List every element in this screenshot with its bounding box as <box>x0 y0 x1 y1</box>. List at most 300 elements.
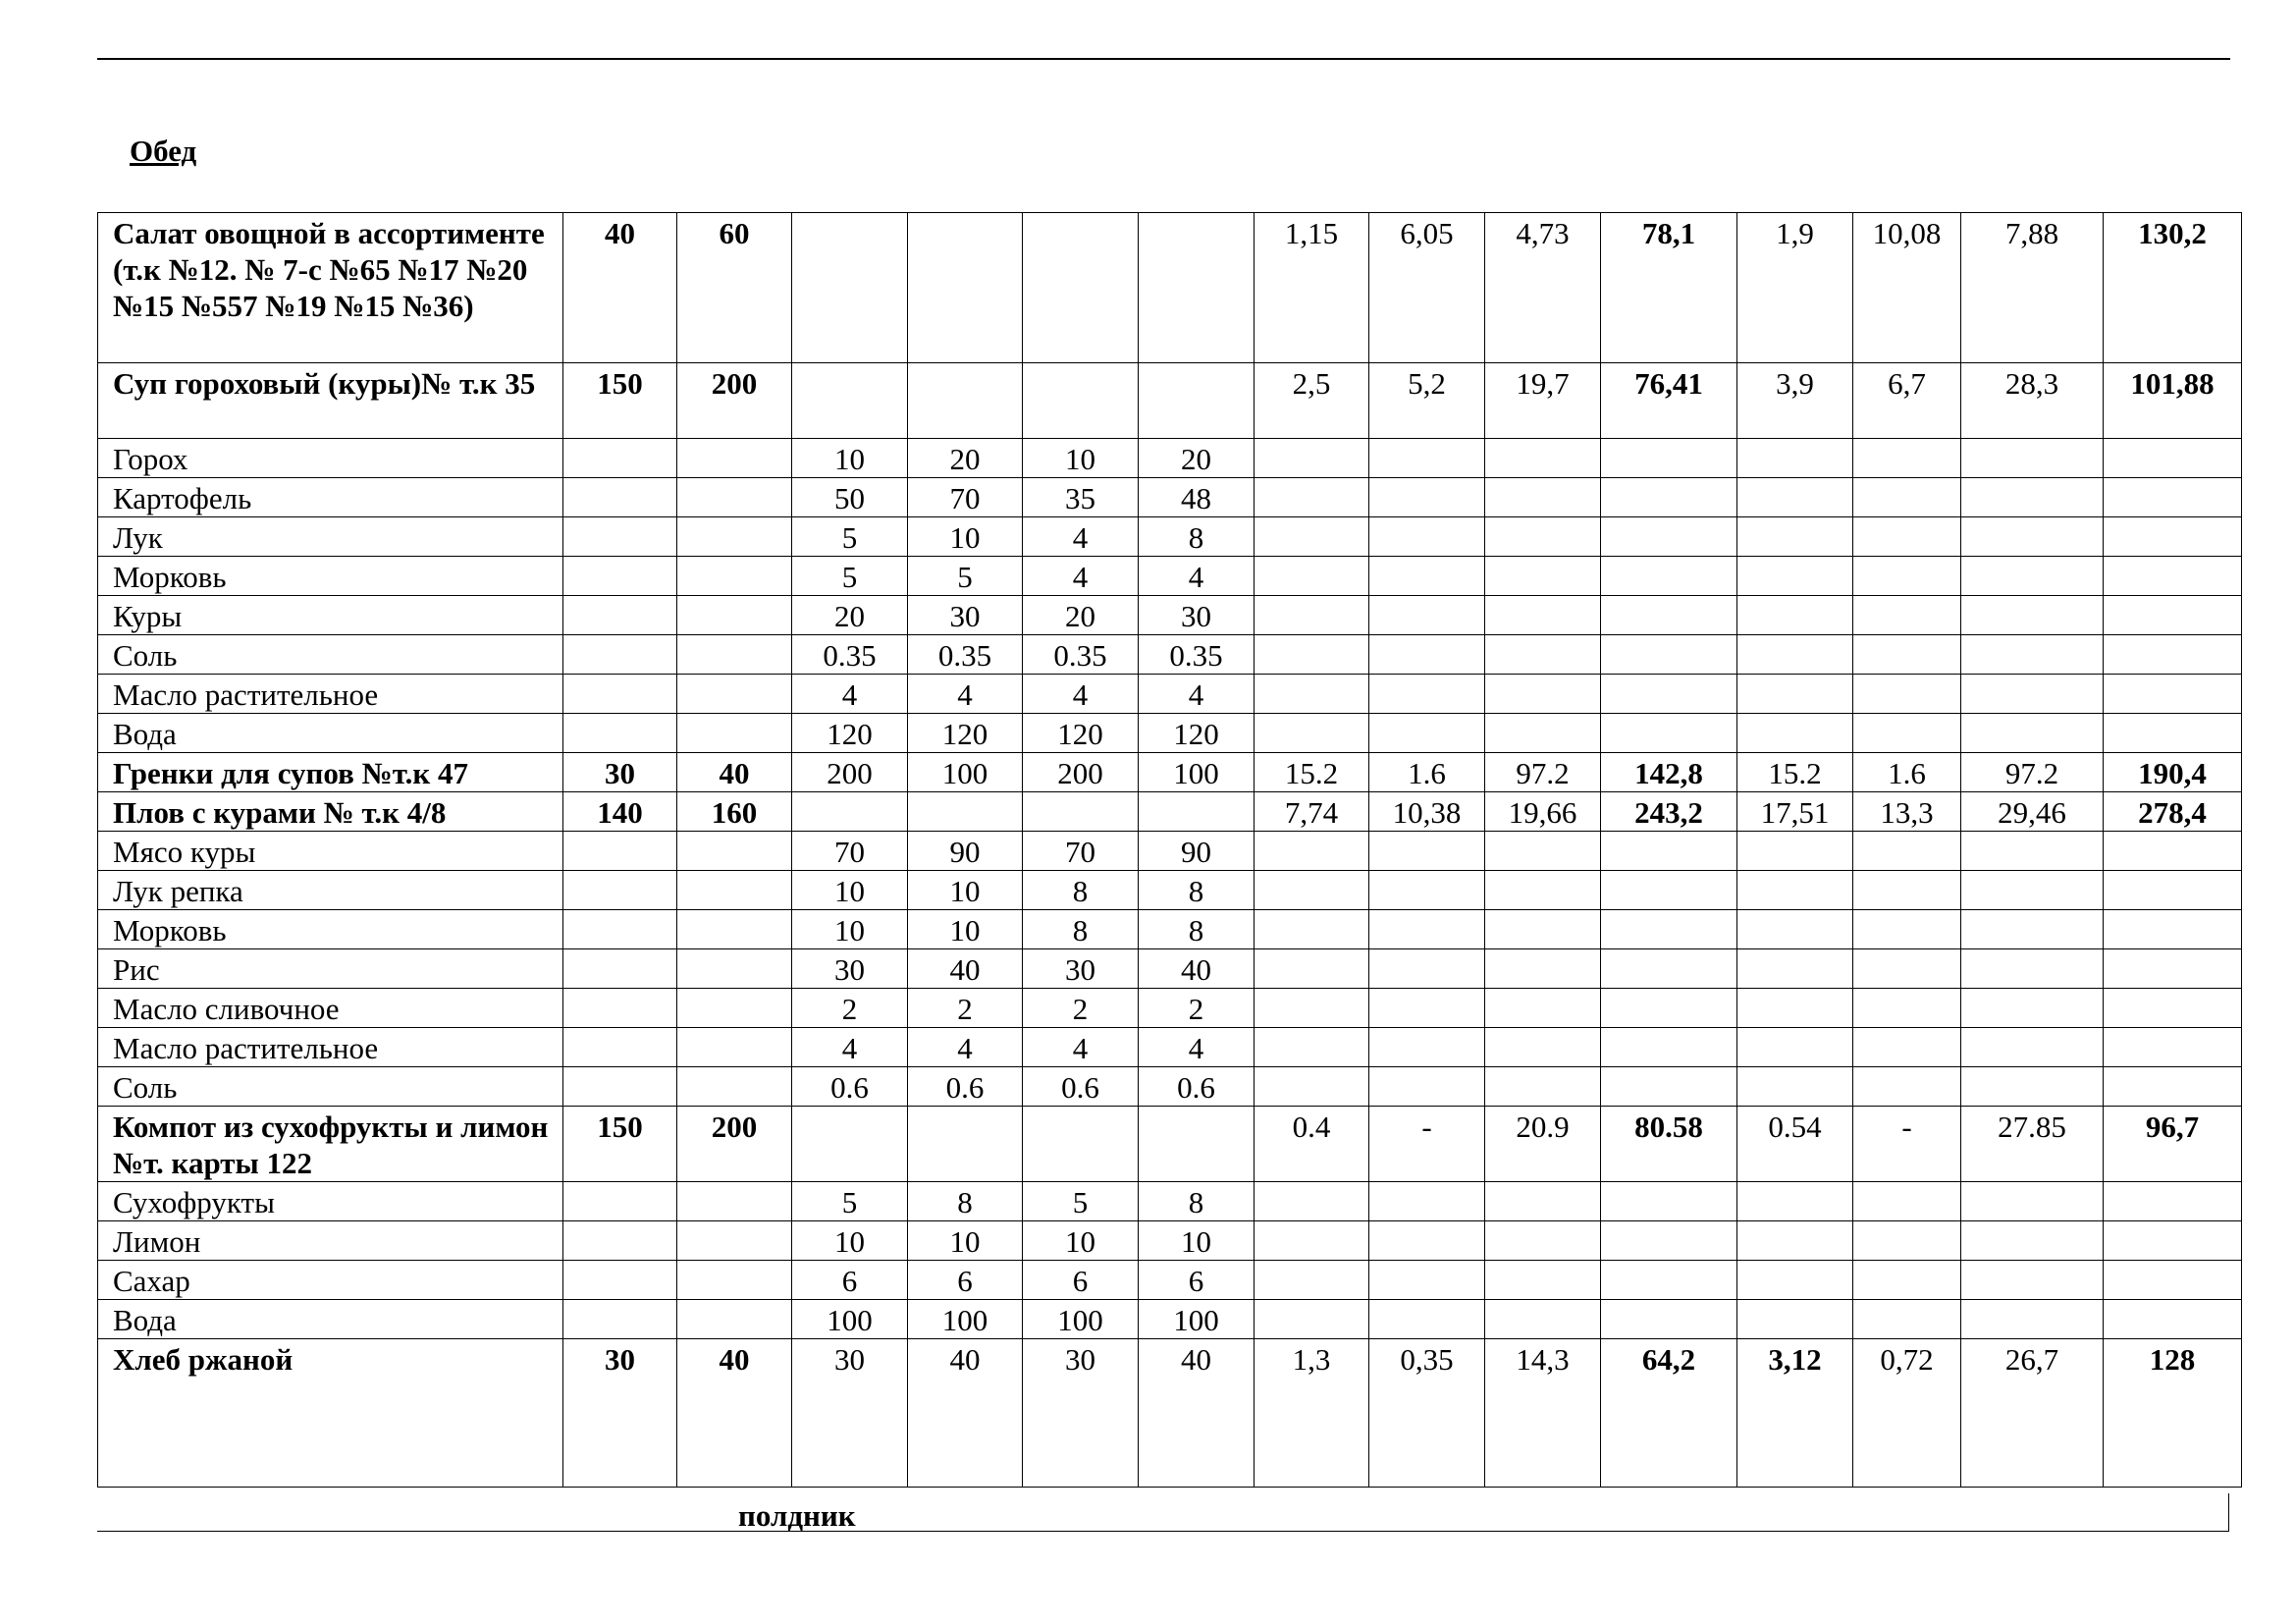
value-cell <box>677 1221 792 1261</box>
value-cell <box>2104 1182 2242 1221</box>
value-cell: 20 <box>1139 439 1255 478</box>
value-cell: 0.35 <box>1139 635 1255 675</box>
value-cell: 80.58 <box>1601 1107 1737 1182</box>
ingredient-name-cell: Морковь <box>98 910 563 949</box>
value-cell <box>1369 1261 1485 1300</box>
dish-name-cell: Гренки для супов №т.к 47 <box>98 753 563 792</box>
ingredient-row <box>98 596 2242 635</box>
value-cell <box>1853 832 1961 871</box>
value-cell <box>2104 596 2242 635</box>
value-cell <box>677 714 792 753</box>
ingredient-row <box>98 675 2242 714</box>
ingredient-row <box>98 635 2242 675</box>
value-cell: 5 <box>792 557 908 596</box>
value-cell <box>1139 213 1255 363</box>
value-cell <box>1853 675 1961 714</box>
value-cell: 8 <box>1139 910 1255 949</box>
value-cell <box>1961 949 2104 989</box>
ingredient-row <box>98 910 2242 949</box>
value-cell <box>1369 949 1485 989</box>
value-cell <box>1601 871 1737 910</box>
value-cell <box>1139 1107 1255 1182</box>
value-cell <box>2104 1261 2242 1300</box>
value-cell <box>1853 1221 1961 1261</box>
value-cell <box>1255 596 1369 635</box>
dish-row <box>98 753 2242 792</box>
value-cell: 100 <box>1139 1300 1255 1339</box>
value-cell: 1.6 <box>1369 753 1485 792</box>
value-cell <box>1737 1067 1853 1107</box>
value-cell <box>1853 1300 1961 1339</box>
value-cell <box>1485 832 1601 871</box>
value-cell <box>1737 871 1853 910</box>
top-rule <box>97 58 2230 60</box>
ingredient-row <box>98 1221 2242 1261</box>
value-cell <box>1961 439 2104 478</box>
value-cell: 0.6 <box>908 1067 1023 1107</box>
ingredient-row <box>98 714 2242 753</box>
value-cell <box>677 557 792 596</box>
value-cell <box>1601 1028 1737 1067</box>
value-cell <box>1737 1182 1853 1221</box>
value-cell <box>563 635 677 675</box>
ingredient-row <box>98 439 2242 478</box>
value-cell: 200 <box>1023 753 1139 792</box>
dish-name-cell: Салат овощной в ассортименте (т.к №12. № 7-с №65 №17 №20 №15 №557 №19 №15 №36) <box>98 213 563 363</box>
value-cell: 8 <box>1139 517 1255 557</box>
value-cell <box>677 1182 792 1221</box>
value-cell <box>1255 517 1369 557</box>
value-cell <box>2104 949 2242 989</box>
menu-table <box>97 212 2242 1488</box>
value-cell <box>1853 596 1961 635</box>
value-cell: 0.4 <box>1255 1107 1369 1182</box>
value-cell <box>1255 675 1369 714</box>
value-cell: 3,12 <box>1737 1339 1853 1488</box>
value-cell: 35 <box>1023 478 1139 517</box>
value-cell <box>1961 989 2104 1028</box>
value-cell: 40 <box>677 753 792 792</box>
value-cell <box>1961 557 2104 596</box>
value-cell: 30 <box>563 753 677 792</box>
value-cell <box>1737 557 1853 596</box>
value-cell <box>1737 714 1853 753</box>
dish-row <box>98 1339 2242 1488</box>
value-cell <box>1961 1028 2104 1067</box>
value-cell: 2,5 <box>1255 363 1369 439</box>
value-cell <box>563 1261 677 1300</box>
value-cell: 100 <box>1023 1300 1139 1339</box>
value-cell: 4 <box>1023 557 1139 596</box>
value-cell: 0.35 <box>792 635 908 675</box>
value-cell <box>1255 1182 1369 1221</box>
value-cell <box>1255 989 1369 1028</box>
value-cell <box>1737 832 1853 871</box>
value-cell <box>1601 439 1737 478</box>
value-cell <box>563 557 677 596</box>
value-cell: 200 <box>792 753 908 792</box>
ingredient-name-cell: Лук репка <box>98 871 563 910</box>
value-cell: 90 <box>908 832 1023 871</box>
value-cell: 10 <box>1023 1221 1139 1261</box>
value-cell <box>1601 557 1737 596</box>
value-cell <box>1255 439 1369 478</box>
value-cell <box>1369 1028 1485 1067</box>
value-cell <box>1601 517 1737 557</box>
value-cell <box>2104 1300 2242 1339</box>
value-cell <box>1737 1221 1853 1261</box>
value-cell <box>1961 1182 2104 1221</box>
value-cell <box>1853 517 1961 557</box>
value-cell <box>1485 557 1601 596</box>
value-cell: 120 <box>1023 714 1139 753</box>
menu-table-body <box>98 213 2242 1488</box>
value-cell <box>1961 1261 2104 1300</box>
value-cell: 100 <box>908 753 1023 792</box>
value-cell <box>563 832 677 871</box>
ingredient-name-cell: Морковь <box>98 557 563 596</box>
value-cell: 20 <box>908 439 1023 478</box>
value-cell <box>1961 478 2104 517</box>
value-cell: 19,66 <box>1485 792 1601 832</box>
value-cell: 15.2 <box>1255 753 1369 792</box>
value-cell: - <box>1369 1107 1485 1182</box>
value-cell <box>1853 949 1961 989</box>
value-cell <box>677 871 792 910</box>
value-cell <box>677 439 792 478</box>
value-cell: 5 <box>792 1182 908 1221</box>
value-cell <box>563 517 677 557</box>
value-cell <box>1485 989 1601 1028</box>
value-cell: 0.6 <box>792 1067 908 1107</box>
value-cell <box>677 832 792 871</box>
value-cell <box>1139 363 1255 439</box>
value-cell: 4 <box>1023 675 1139 714</box>
value-cell <box>563 949 677 989</box>
value-cell: 10 <box>792 910 908 949</box>
value-cell: 6 <box>792 1261 908 1300</box>
value-cell: 1,9 <box>1737 213 1853 363</box>
value-cell <box>1369 910 1485 949</box>
value-cell: 26,7 <box>1961 1339 2104 1488</box>
value-cell: 30 <box>908 596 1023 635</box>
value-cell <box>1601 989 1737 1028</box>
value-cell: 120 <box>792 714 908 753</box>
value-cell <box>1853 1261 1961 1300</box>
value-cell: 8 <box>908 1182 1023 1221</box>
value-cell <box>1485 1261 1601 1300</box>
value-cell: 70 <box>1023 832 1139 871</box>
value-cell <box>2104 557 2242 596</box>
value-cell <box>1255 1300 1369 1339</box>
value-cell: 90 <box>1139 832 1255 871</box>
value-cell <box>1961 635 2104 675</box>
ingredient-name-cell: Сахар <box>98 1261 563 1300</box>
value-cell: 4 <box>1139 675 1255 714</box>
value-cell <box>563 478 677 517</box>
dish-row <box>98 363 2242 439</box>
value-cell: 5 <box>908 557 1023 596</box>
value-cell: 5,2 <box>1369 363 1485 439</box>
value-cell: 40 <box>908 949 1023 989</box>
value-cell <box>1961 675 2104 714</box>
value-cell <box>1255 714 1369 753</box>
value-cell: 6 <box>1023 1261 1139 1300</box>
value-cell <box>1601 1261 1737 1300</box>
value-cell: 101,88 <box>2104 363 2242 439</box>
dish-row <box>98 1107 2242 1182</box>
value-cell <box>1853 557 1961 596</box>
ingredient-name-cell: Куры <box>98 596 563 635</box>
value-cell: 2 <box>792 989 908 1028</box>
value-cell: 60 <box>677 213 792 363</box>
value-cell: 6 <box>908 1261 1023 1300</box>
value-cell <box>563 675 677 714</box>
value-cell: 10 <box>792 871 908 910</box>
value-cell: 142,8 <box>1601 753 1737 792</box>
value-cell <box>1853 1067 1961 1107</box>
value-cell: 50 <box>792 478 908 517</box>
value-cell <box>1485 714 1601 753</box>
value-cell <box>1853 989 1961 1028</box>
ingredient-row <box>98 871 2242 910</box>
value-cell <box>563 714 677 753</box>
footer-label: полдник <box>738 1498 856 1533</box>
value-cell: 120 <box>908 714 1023 753</box>
value-cell: 7,74 <box>1255 792 1369 832</box>
value-cell: 40 <box>563 213 677 363</box>
value-cell <box>1737 439 1853 478</box>
value-cell <box>1369 989 1485 1028</box>
footer-box <box>97 1493 2229 1532</box>
value-cell <box>908 792 1023 832</box>
value-cell: 15.2 <box>1737 753 1853 792</box>
value-cell <box>1737 1261 1853 1300</box>
value-cell <box>1255 949 1369 989</box>
value-cell <box>1255 871 1369 910</box>
value-cell: 40 <box>1139 1339 1255 1488</box>
value-cell <box>1369 1300 1485 1339</box>
value-cell: 4 <box>792 675 908 714</box>
value-cell: 2 <box>908 989 1023 1028</box>
ingredient-row <box>98 1261 2242 1300</box>
value-cell <box>1485 1182 1601 1221</box>
value-cell: 20 <box>1023 596 1139 635</box>
value-cell: 4 <box>1023 1028 1139 1067</box>
value-cell <box>1961 910 2104 949</box>
ingredient-name-cell: Картофель <box>98 478 563 517</box>
value-cell <box>1485 517 1601 557</box>
dish-name-cell: Компот из сухофрукты и лимон №т. карты 122 <box>98 1107 563 1182</box>
value-cell <box>1961 596 2104 635</box>
value-cell <box>2104 478 2242 517</box>
value-cell <box>1601 1300 1737 1339</box>
value-cell <box>2104 989 2242 1028</box>
value-cell <box>792 792 908 832</box>
value-cell <box>563 596 677 635</box>
value-cell <box>2104 871 2242 910</box>
value-cell <box>1737 478 1853 517</box>
ingredient-name-cell: Соль <box>98 635 563 675</box>
value-cell <box>677 675 792 714</box>
value-cell <box>1737 949 1853 989</box>
value-cell <box>1961 832 2104 871</box>
value-cell <box>1601 675 1737 714</box>
value-cell: 1,15 <box>1255 213 1369 363</box>
value-cell <box>1601 478 1737 517</box>
value-cell: 3,9 <box>1737 363 1853 439</box>
value-cell <box>1255 557 1369 596</box>
value-cell <box>1369 1221 1485 1261</box>
ingredient-row <box>98 832 2242 871</box>
value-cell <box>1255 1067 1369 1107</box>
value-cell: - <box>1853 1107 1961 1182</box>
value-cell <box>1853 910 1961 949</box>
value-cell: 10 <box>908 517 1023 557</box>
value-cell <box>1369 1182 1485 1221</box>
dish-name-cell: Хлеб ржаной <box>98 1339 563 1488</box>
value-cell <box>1737 675 1853 714</box>
value-cell <box>563 1182 677 1221</box>
section-heading: Обед <box>130 134 197 168</box>
value-cell <box>1737 1028 1853 1067</box>
value-cell <box>1737 910 1853 949</box>
value-cell <box>1737 1300 1853 1339</box>
value-cell: 10 <box>1023 439 1139 478</box>
value-cell <box>1601 949 1737 989</box>
value-cell <box>563 1221 677 1261</box>
ingredient-name-cell: Горох <box>98 439 563 478</box>
value-cell <box>1853 635 1961 675</box>
value-cell <box>563 910 677 949</box>
value-cell: 278,4 <box>2104 792 2242 832</box>
value-cell <box>1485 1300 1601 1339</box>
value-cell <box>792 363 908 439</box>
value-cell <box>1601 1182 1737 1221</box>
value-cell: 8 <box>1023 910 1139 949</box>
value-cell: 0.6 <box>1023 1067 1139 1107</box>
value-cell: 100 <box>908 1300 1023 1339</box>
value-cell <box>1601 1221 1737 1261</box>
value-cell <box>1255 910 1369 949</box>
value-cell <box>1369 675 1485 714</box>
value-cell: 30 <box>563 1339 677 1488</box>
value-cell <box>792 213 908 363</box>
value-cell <box>2104 635 2242 675</box>
value-cell <box>677 1067 792 1107</box>
value-cell <box>1961 714 2104 753</box>
value-cell <box>1255 635 1369 675</box>
value-cell <box>2104 675 2242 714</box>
value-cell <box>1369 635 1485 675</box>
value-cell <box>1853 871 1961 910</box>
value-cell: 0.54 <box>1737 1107 1853 1182</box>
value-cell <box>2104 1028 2242 1067</box>
dish-row <box>98 792 2242 832</box>
ingredient-name-cell: Рис <box>98 949 563 989</box>
value-cell: 30 <box>1023 1339 1139 1488</box>
value-cell: 30 <box>1139 596 1255 635</box>
value-cell <box>1255 1028 1369 1067</box>
value-cell <box>1369 596 1485 635</box>
value-cell: 243,2 <box>1601 792 1737 832</box>
value-cell <box>563 989 677 1028</box>
value-cell <box>1255 1261 1369 1300</box>
value-cell: 4 <box>1139 557 1255 596</box>
value-cell: 100 <box>1139 753 1255 792</box>
value-cell <box>1737 596 1853 635</box>
value-cell <box>1485 871 1601 910</box>
ingredient-row <box>98 989 2242 1028</box>
value-cell: 4 <box>792 1028 908 1067</box>
value-cell <box>677 1300 792 1339</box>
value-cell: 2 <box>1023 989 1139 1028</box>
value-cell <box>1853 1028 1961 1067</box>
value-cell <box>1601 910 1737 949</box>
value-cell: 2 <box>1139 989 1255 1028</box>
value-cell: 120 <box>1139 714 1255 753</box>
value-cell <box>563 439 677 478</box>
value-cell <box>1853 714 1961 753</box>
value-cell <box>1023 363 1139 439</box>
ingredient-row <box>98 557 2242 596</box>
value-cell <box>1485 949 1601 989</box>
value-cell <box>677 910 792 949</box>
value-cell: 20 <box>792 596 908 635</box>
value-cell: 10 <box>908 1221 1023 1261</box>
value-cell: 10,38 <box>1369 792 1485 832</box>
value-cell <box>2104 1067 2242 1107</box>
value-cell <box>1853 439 1961 478</box>
ingredient-name-cell: Масло растительное <box>98 675 563 714</box>
value-cell <box>1485 478 1601 517</box>
value-cell: 13,3 <box>1853 792 1961 832</box>
value-cell <box>1961 1221 2104 1261</box>
value-cell: 70 <box>908 478 1023 517</box>
value-cell <box>563 1300 677 1339</box>
value-cell <box>1737 635 1853 675</box>
value-cell: 1.6 <box>1853 753 1961 792</box>
value-cell <box>563 871 677 910</box>
ingredient-row <box>98 1067 2242 1107</box>
value-cell <box>1485 1067 1601 1107</box>
value-cell <box>1369 557 1485 596</box>
value-cell <box>1961 1300 2104 1339</box>
value-cell: 76,41 <box>1601 363 1737 439</box>
value-cell <box>1853 1182 1961 1221</box>
dish-name-cell: Суп гороховый (куры)№ т.к 35 <box>98 363 563 439</box>
value-cell <box>1255 832 1369 871</box>
value-cell: 6 <box>1139 1261 1255 1300</box>
value-cell: 64,2 <box>1601 1339 1737 1488</box>
value-cell <box>1737 517 1853 557</box>
value-cell <box>1601 596 1737 635</box>
value-cell <box>2104 439 2242 478</box>
value-cell: 1,3 <box>1255 1339 1369 1488</box>
value-cell: 40 <box>1139 949 1255 989</box>
value-cell: 0.6 <box>1139 1067 1255 1107</box>
value-cell <box>1485 439 1601 478</box>
value-cell <box>1485 675 1601 714</box>
value-cell <box>1601 832 1737 871</box>
value-cell <box>1369 871 1485 910</box>
ingredient-row <box>98 1300 2242 1339</box>
value-cell: 10 <box>1139 1221 1255 1261</box>
value-cell <box>908 213 1023 363</box>
value-cell <box>677 635 792 675</box>
value-cell: 200 <box>677 363 792 439</box>
value-cell <box>1961 1067 2104 1107</box>
